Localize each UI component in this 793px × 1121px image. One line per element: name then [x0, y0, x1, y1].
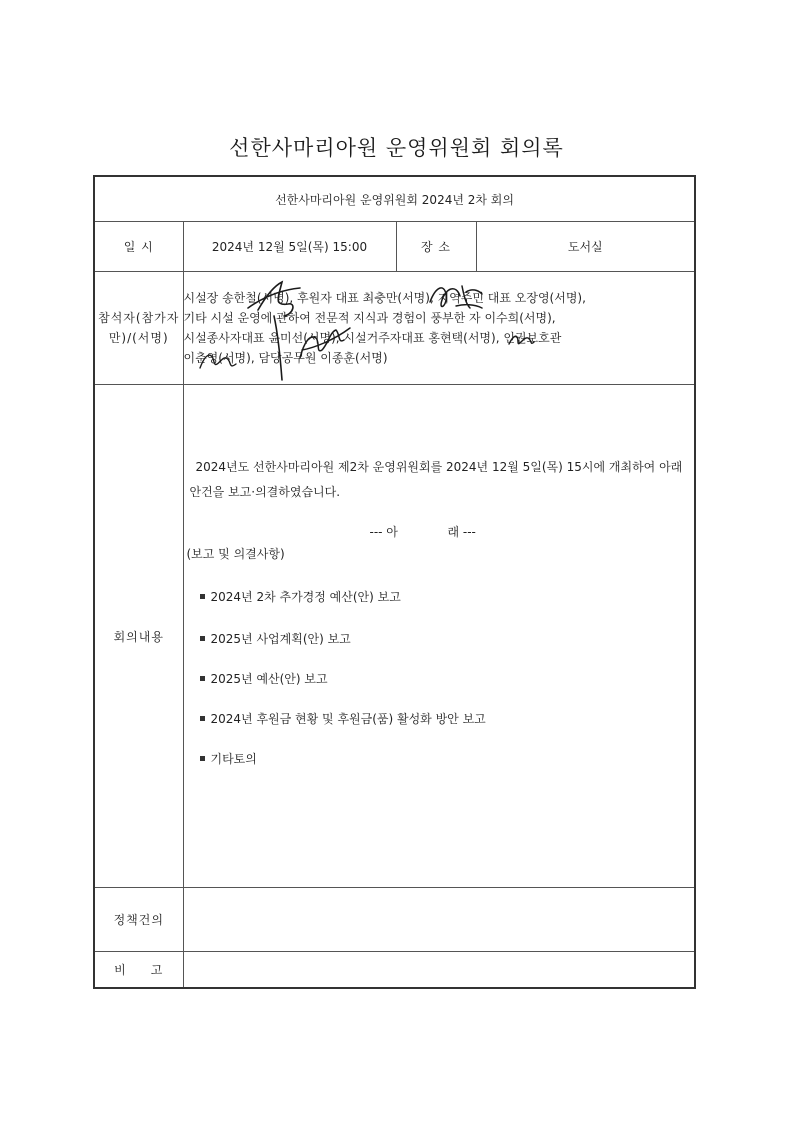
attendees-label [94, 272, 183, 385]
attendees-label-line-1: 참석자(참가자 [98, 311, 180, 325]
attendees-line: 이춘영(서명), 담당공무원 이종훈(서명) [183, 351, 388, 365]
content-body [183, 385, 695, 888]
bullet-icon [200, 756, 205, 761]
document-title: 선한사마리아원 운영위원회 회의록 [229, 136, 564, 160]
agenda-item [200, 670, 328, 687]
remarks-row [94, 952, 695, 989]
meeting-name: 선한사마리아원 운영위원회 2024년 2차 회의 [94, 176, 695, 222]
remarks-label: 비 고 [94, 952, 183, 989]
bullet-icon [200, 594, 205, 599]
policy-value [183, 888, 695, 952]
agenda-item [200, 710, 486, 727]
attendees-line: 시설종사자대표 윤미선(서명), 시설거주자대표 홍현택(서명), 인권보호관 [183, 331, 562, 345]
bullet-icon [200, 676, 205, 681]
place-label: 장 소 [396, 222, 476, 272]
date-label: 일 시 [94, 222, 183, 272]
agenda-item-text: 2024년 2차 추가경정 예산(안) 보고 [210, 590, 401, 604]
attendees-label-line-2: 만)/(서명) [108, 331, 169, 345]
schedule-row [94, 222, 695, 272]
content-row [94, 385, 695, 888]
meeting-name-row [94, 176, 695, 222]
attendees-line: 기타 시설 운영에 관하여 전문적 지식과 경험이 풍부한 자 이수희(서명), [183, 311, 556, 325]
policy-row [94, 888, 695, 952]
policy-label: 정책건의 [94, 888, 183, 952]
minutes-table [93, 175, 696, 989]
bullet-icon [200, 716, 205, 721]
agenda-item [200, 588, 401, 605]
agenda-item-text: 2025년 사업계획(안) 보고 [210, 632, 351, 646]
agenda-item [200, 630, 351, 647]
attendees-row [94, 272, 695, 385]
remarks-value [183, 952, 695, 989]
attendees-line: 시설장 송한철(서명), 후원자 대표 최충만(서명), 지역주민 대표 오장영(서명), [183, 291, 586, 305]
agenda-item [200, 750, 257, 767]
agenda-item-text: 2025년 예산(안) 보고 [210, 672, 328, 686]
date-value: 2024년 12월 5일(목) 15:00 [183, 222, 396, 272]
content-label: 회의내용 [94, 385, 183, 888]
meeting-intro: 2024년도 선한사마리아원 제2차 운영위원회를 2024년 12월 5일(목) 15시에 개최하여 아래 안건을 보고·의결하였습니다. [189, 460, 683, 499]
agenda-item-text: 기타토의 [210, 752, 257, 766]
attendees-list [183, 272, 695, 385]
bullet-icon [200, 636, 205, 641]
section-heading: (보고 및 의결사항) [186, 547, 285, 561]
agenda-item-text: 2024년 후원금 현황 및 후원금(품) 활성화 방안 보고 [210, 712, 486, 726]
ah-rae-divider: --- 아 래 --- [369, 525, 476, 539]
place-value: 도서실 [476, 222, 695, 272]
